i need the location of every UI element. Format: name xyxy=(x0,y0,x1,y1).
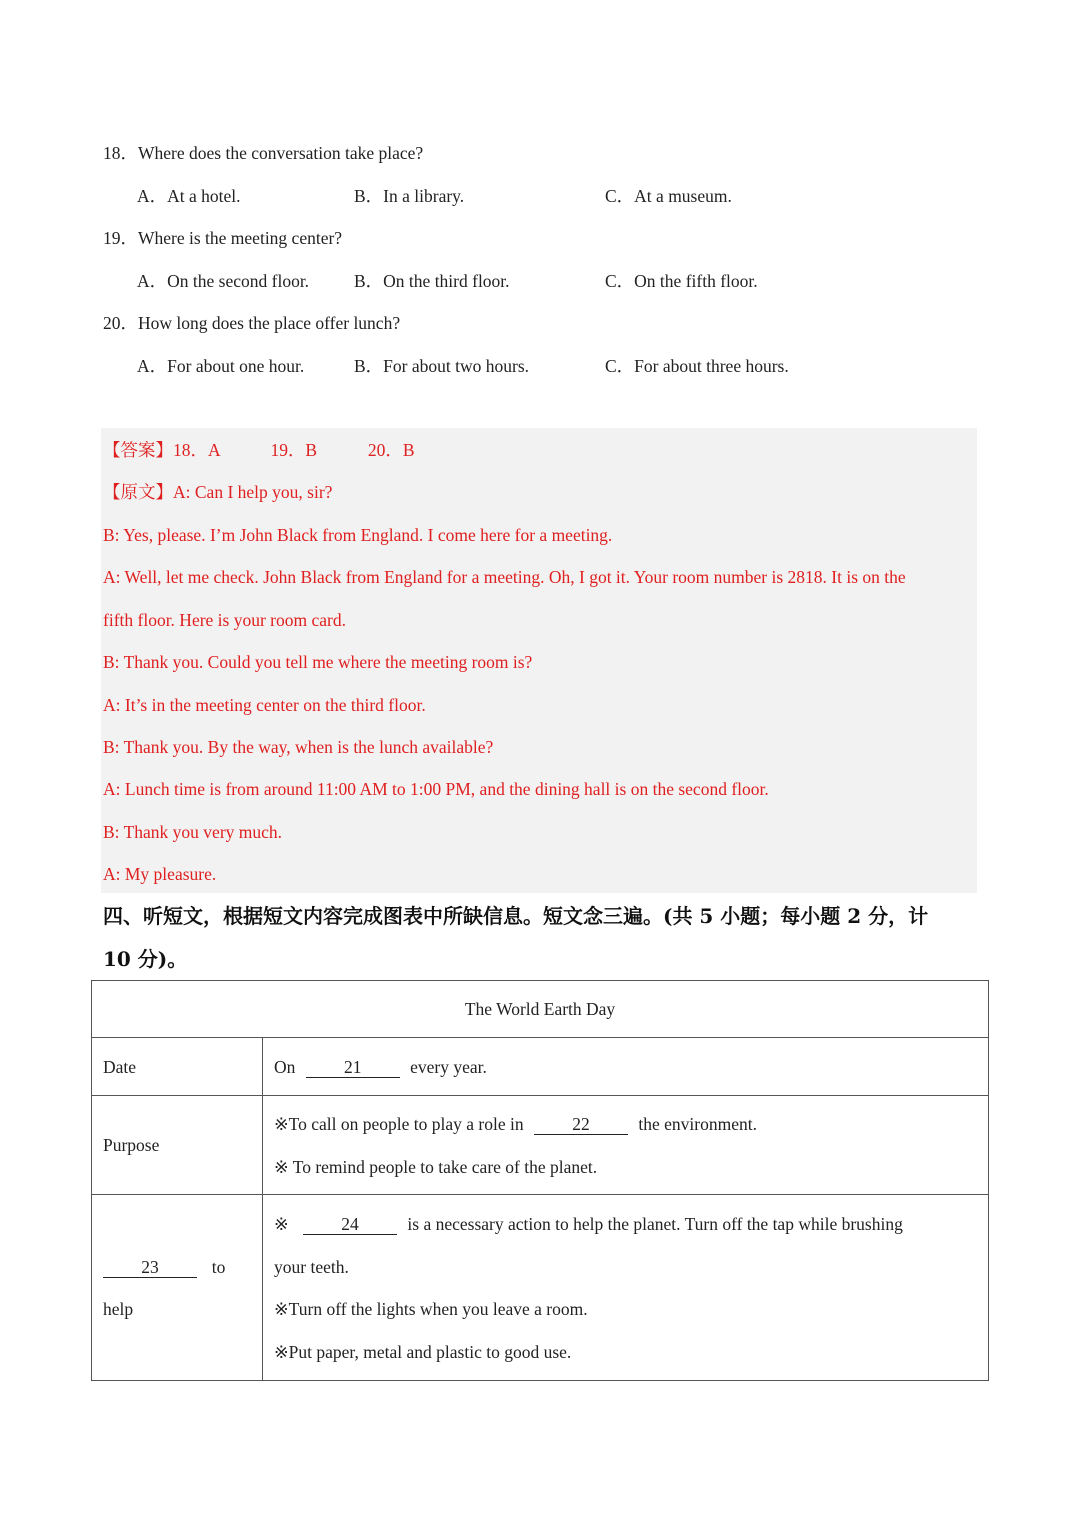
transcript-label: 【原文】 xyxy=(103,482,173,502)
question-19-option-b: B．On the third floor. xyxy=(354,271,510,291)
purpose-line-1-prefix: ※To call on people to play a role in xyxy=(274,1114,524,1134)
question-20-option-b: B．For about two hours. xyxy=(354,356,529,376)
help-line-2: your teeth. xyxy=(274,1257,349,1277)
transcript-line: B: Thank you. By the way, when is the lunch available? xyxy=(103,737,494,757)
answer-18: 18．A xyxy=(173,440,220,460)
transcript-line: B: Thank you. Could you tell me where the meeting room is? xyxy=(103,652,533,672)
help-line-1-prefix: ※ xyxy=(274,1214,289,1234)
question-18-stem: 18．Where does the conversation take place? xyxy=(103,143,424,163)
help-line-1-suffix: is a necessary action to help the planet. Turn off the tap while brushing xyxy=(407,1214,903,1234)
table-row-divider xyxy=(91,1194,989,1195)
transcript-line: B: Thank you very much. xyxy=(103,822,283,842)
blank-24: 24 xyxy=(303,1214,397,1235)
transcript-line: A: Lunch time is from around 11:00 AM to 1:00 PM, and the dining hall is on the second floor. xyxy=(103,779,769,799)
transcript-line: A: It’s in the meeting center on the third floor. xyxy=(103,695,426,715)
table-border-bottom xyxy=(91,1380,989,1381)
question-19-option-a: A．On the second floor. xyxy=(137,271,310,291)
help-label-to: to xyxy=(211,1257,226,1277)
table-title: The World Earth Day xyxy=(464,999,616,1019)
question-18-option-a: A．At a hotel. xyxy=(137,186,241,206)
table-column-divider xyxy=(262,1037,263,1381)
transcript-line: A: Well, let me check. John Black from England for a meeting. Oh, I got it. Your room number is 2818. It is on the xyxy=(103,567,906,587)
question-20-option-c: C．For about three hours. xyxy=(605,356,789,376)
transcript-line: B: Yes, please. I’m John Black from England. I come here for a meeting. xyxy=(103,525,613,545)
purpose-line-1 xyxy=(274,1112,757,1136)
answer-20: 20．B xyxy=(367,440,415,460)
transcript-line: fifth floor. Here is your room card. xyxy=(103,610,346,630)
table-border-left xyxy=(91,980,92,1381)
answer-line xyxy=(103,438,415,462)
question-19-stem: 19．Where is the meeting center? xyxy=(103,228,343,248)
help-line-1 xyxy=(274,1212,903,1236)
table-row-divider xyxy=(91,1095,989,1096)
date-label: Date xyxy=(103,1057,137,1077)
question-19-option-c: C．On the fifth floor. xyxy=(605,271,758,291)
help-line-3: ※Turn off the lights when you leave a room. xyxy=(274,1299,588,1319)
help-label-line-2: help xyxy=(103,1299,134,1319)
blank-22: 22 xyxy=(534,1114,628,1135)
table-row-divider xyxy=(91,1037,989,1038)
transcript-line: A: My pleasure. xyxy=(103,864,217,884)
answer-label: 【答案】 xyxy=(103,440,173,460)
date-content xyxy=(274,1055,487,1079)
help-label-line-1 xyxy=(103,1255,225,1279)
answer-19: 19．B xyxy=(270,440,318,460)
table-border-right xyxy=(988,980,989,1381)
question-18-option-c: C．At a museum. xyxy=(605,186,732,206)
blank-23: 23 xyxy=(103,1257,197,1278)
transcript-first-line xyxy=(103,480,332,504)
question-20-stem: 20．How long does the place offer lunch? xyxy=(103,313,401,333)
transcript-line-0: A: Can I help you, sir? xyxy=(173,482,333,502)
blank-21: 21 xyxy=(306,1057,400,1078)
date-prefix: On xyxy=(274,1057,296,1077)
help-line-4: ※Put paper, metal and plastic to good use. xyxy=(274,1342,572,1362)
purpose-label: Purpose xyxy=(103,1135,160,1155)
purpose-line-2: ※ To remind people to take care of the planet. xyxy=(274,1157,598,1177)
date-suffix: every year. xyxy=(410,1057,487,1077)
table-border-top xyxy=(91,980,989,981)
purpose-line-1-suffix: the environment. xyxy=(638,1114,757,1134)
section-4-heading-line-2: 10 分)。 xyxy=(103,947,188,971)
question-20-option-a: A．For about one hour. xyxy=(137,356,305,376)
question-18-option-b: B．In a library. xyxy=(354,186,465,206)
section-4-heading-line-1: 四、听短文，根据短文内容完成图表中所缺信息。短文念三遍。(共 5 小题；每小题 2 分，计 xyxy=(103,904,929,928)
